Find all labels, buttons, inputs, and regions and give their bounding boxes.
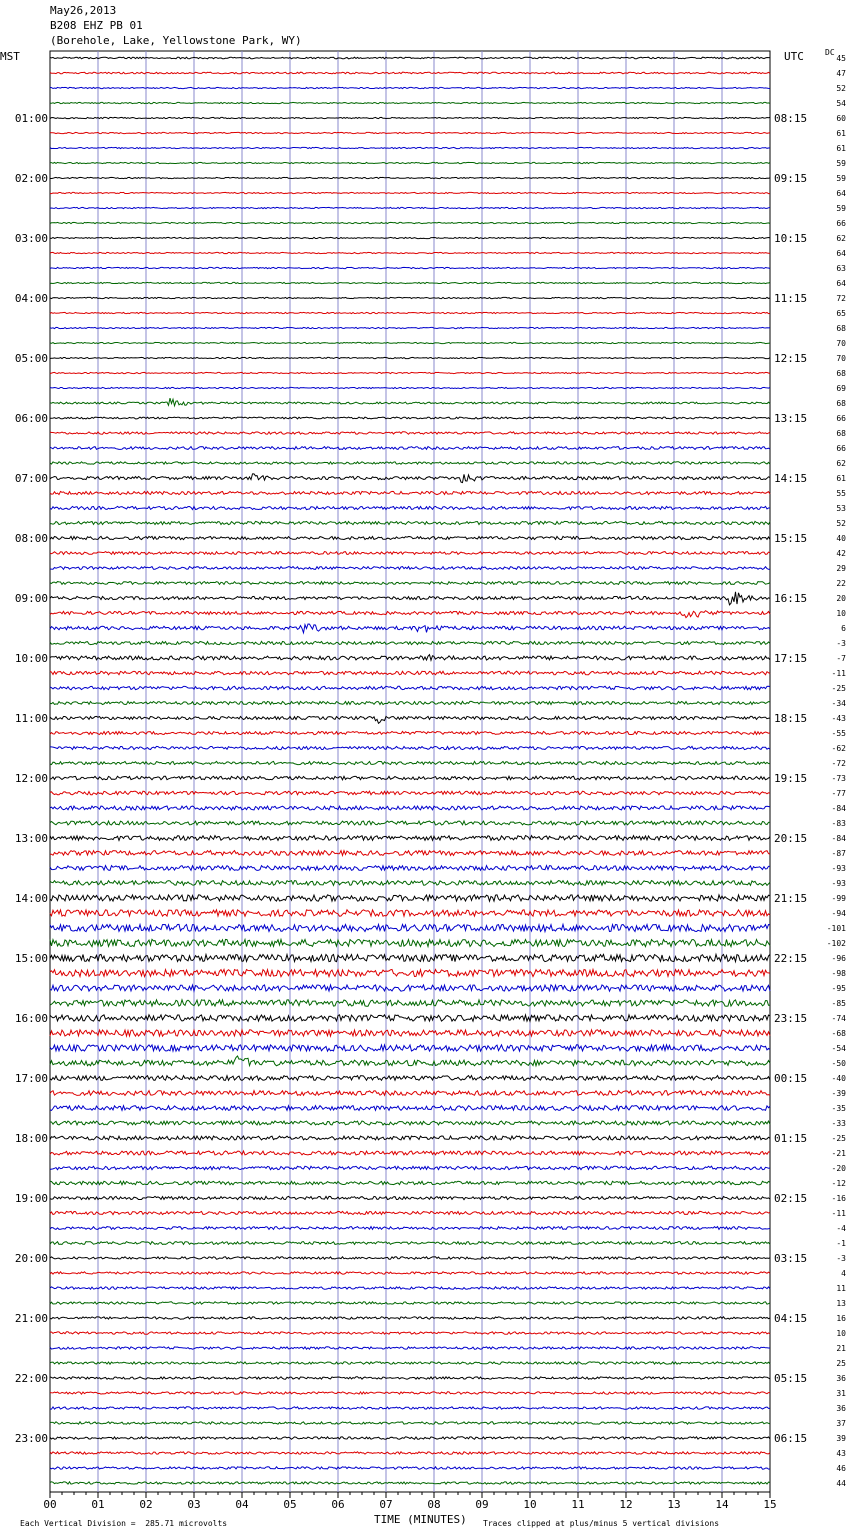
trace-line <box>50 910 770 916</box>
dc-offset-label: 42 <box>836 549 846 558</box>
utc-hour-label: 22:15 <box>774 952 808 965</box>
station-location: (Borehole, Lake, Yellowstone Park, WY) <box>50 34 302 47</box>
trace-line <box>50 1347 770 1349</box>
dc-offset-label: -102 <box>826 939 846 948</box>
x-tick-label: 15 <box>763 1498 777 1511</box>
x-axis-label: TIME (MINUTES) <box>374 1513 467 1526</box>
plot-frame <box>50 51 770 1492</box>
x-tick-label: 02 <box>139 1498 153 1511</box>
dc-offset-label: -96 <box>831 954 846 963</box>
trace-line <box>50 342 770 343</box>
right-timezone-label: UTC <box>784 50 804 63</box>
dc-offset-label: 62 <box>836 459 846 468</box>
mst-hour-label: 23:00 <box>14 1432 48 1445</box>
dc-offset-label: 13 <box>836 1299 846 1308</box>
trace-line <box>50 432 770 434</box>
dc-offset-label: -12 <box>831 1179 846 1188</box>
utc-hour-label: 05:15 <box>774 1372 808 1385</box>
station-id: B208 EHZ PB 01 <box>50 19 143 32</box>
dc-offset-label: 52 <box>836 84 846 93</box>
trace-line <box>50 592 770 605</box>
trace-line <box>50 491 770 494</box>
dc-offset-label: 70 <box>836 354 846 363</box>
trace-line <box>50 836 770 841</box>
trace-line <box>50 969 770 976</box>
x-tick-label: 13 <box>667 1498 681 1511</box>
utc-hour-label: 18:15 <box>774 712 808 725</box>
dc-offset-label: 55 <box>836 489 846 498</box>
dc-offset-label: -93 <box>831 879 846 888</box>
dc-offset-label: 11 <box>836 1284 846 1293</box>
mst-hour-label: 02:00 <box>14 172 48 185</box>
dc-offset-label: -25 <box>831 684 846 693</box>
trace-line <box>50 372 770 373</box>
mst-hour-label: 07:00 <box>14 472 48 485</box>
dc-offset-label: -40 <box>831 1074 846 1083</box>
utc-hour-label: 10:15 <box>774 232 808 245</box>
dc-offset-label: -84 <box>831 804 846 813</box>
dc-offset-label: 61 <box>836 129 846 138</box>
trace-line <box>50 1437 770 1439</box>
trace-line <box>50 1030 770 1036</box>
dc-offset-label: -98 <box>831 969 846 978</box>
dc-offset-label: 20 <box>836 594 846 603</box>
dc-offset-label: 46 <box>836 1464 846 1473</box>
trace-line <box>50 1121 770 1125</box>
mst-hour-label: 17:00 <box>14 1072 48 1085</box>
dc-offset-label: 44 <box>836 1479 846 1488</box>
trace-line <box>50 506 770 509</box>
mst-hour-label: 16:00 <box>14 1012 48 1025</box>
trace-line <box>50 761 770 764</box>
x-tick-label: 06 <box>331 1498 345 1511</box>
trace-line <box>50 267 770 268</box>
dc-offset-label: -20 <box>831 1164 846 1173</box>
trace-line <box>50 1317 770 1319</box>
dc-offset-label: -85 <box>831 999 846 1008</box>
trace-line <box>50 1287 770 1289</box>
utc-hour-label: 03:15 <box>774 1252 808 1265</box>
trace-line <box>50 387 770 388</box>
trace-line <box>50 177 770 178</box>
dc-offset-label: 68 <box>836 399 846 408</box>
trace-line <box>50 72 770 74</box>
dc-offset-label: 39 <box>836 1434 846 1443</box>
dc-offset-label: -101 <box>826 924 846 933</box>
utc-hour-label: 08:15 <box>774 112 808 125</box>
trace-line <box>50 1302 770 1304</box>
dc-offset-label: -11 <box>831 669 846 678</box>
trace-line <box>50 147 770 148</box>
x-tick-label: 04 <box>235 1498 249 1511</box>
trace-line <box>50 1227 770 1230</box>
dc-offset-label: 66 <box>836 444 846 453</box>
dc-offset-label: -3 <box>836 1254 846 1263</box>
dc-offset-label: -1 <box>836 1239 846 1248</box>
mst-hour-label: 19:00 <box>14 1192 48 1205</box>
mst-hour-label: 01:00 <box>14 112 48 125</box>
trace-line <box>50 701 770 704</box>
mst-hour-label: 22:00 <box>14 1372 48 1385</box>
dc-offset-label: -55 <box>831 729 846 738</box>
trace-line <box>50 1015 770 1021</box>
dc-offset-label: -16 <box>831 1194 846 1203</box>
trace-line <box>50 791 770 795</box>
utc-hour-label: 06:15 <box>774 1432 808 1445</box>
mst-hour-label: 09:00 <box>14 592 48 605</box>
utc-hour-label: 20:15 <box>774 832 808 845</box>
mst-hour-label: 04:00 <box>14 292 48 305</box>
trace-line <box>50 552 770 555</box>
trace-line <box>50 1242 770 1245</box>
trace-line <box>50 582 770 585</box>
utc-hour-label: 21:15 <box>774 892 808 905</box>
trace-line <box>50 117 770 118</box>
dc-offset-label: 16 <box>836 1314 846 1323</box>
utc-hour-label: 16:15 <box>774 592 808 605</box>
trace-line <box>50 57 770 59</box>
dc-offset-label: -11 <box>831 1209 846 1218</box>
dc-offset-label: 63 <box>836 264 846 273</box>
x-tick-label: 14 <box>715 1498 729 1511</box>
dc-offset-label: 31 <box>836 1389 846 1398</box>
trace-line <box>50 1196 770 1199</box>
trace-line <box>50 686 770 690</box>
trace-line <box>50 939 770 946</box>
trace-line <box>50 716 770 723</box>
mst-hour-label: 13:00 <box>14 832 48 845</box>
trace-line <box>50 312 770 313</box>
dc-offset-label: 36 <box>836 1374 846 1383</box>
trace-line <box>50 282 770 283</box>
dc-offset-label: 36 <box>836 1404 846 1413</box>
mst-hour-label: 15:00 <box>14 952 48 965</box>
utc-hour-label: 17:15 <box>774 652 808 665</box>
trace-line <box>50 474 770 483</box>
trace-line <box>50 462 770 464</box>
mst-hour-label: 10:00 <box>14 652 48 665</box>
trace-line <box>50 132 770 133</box>
trace-line <box>50 1407 770 1409</box>
dc-offset-label: -25 <box>831 1134 846 1143</box>
dc-offset-label: -73 <box>831 774 846 783</box>
trace-line <box>50 1166 770 1170</box>
dc-offset-label: -54 <box>831 1044 846 1053</box>
mst-hour-label: 06:00 <box>14 412 48 425</box>
trace-line <box>50 866 770 871</box>
utc-hour-label: 14:15 <box>774 472 808 485</box>
dc-offset-label: 61 <box>836 144 846 153</box>
trace-line <box>50 1136 770 1140</box>
dc-offset-label: 66 <box>836 414 846 423</box>
dc-offset-label: 52 <box>836 519 846 528</box>
mst-hour-label: 12:00 <box>14 772 48 785</box>
trace-line <box>50 447 770 450</box>
trace-line <box>50 1181 770 1185</box>
clip-note: Traces clipped at plus/minus 5 vertical divisions <box>483 1519 720 1528</box>
dc-offset-label: -84 <box>831 834 846 843</box>
dc-offset-label: -34 <box>831 699 846 708</box>
dc-offset-label: 59 <box>836 174 846 183</box>
utc-hour-label: 19:15 <box>774 772 808 785</box>
dc-offset-label: 6 <box>841 624 846 633</box>
dc-offset-label: 61 <box>836 474 846 483</box>
mst-hour-label: 11:00 <box>14 712 48 725</box>
dc-offset-label: -21 <box>831 1149 846 1158</box>
trace-line <box>50 655 770 661</box>
x-tick-label: 09 <box>475 1498 489 1511</box>
dc-offset-label: -35 <box>831 1104 846 1113</box>
x-tick-label: 00 <box>43 1498 57 1511</box>
dc-offset-label: 43 <box>836 1449 846 1458</box>
utc-hour-label: 04:15 <box>774 1312 808 1325</box>
dc-offset-label: -68 <box>831 1029 846 1038</box>
dc-offset-label: 40 <box>836 534 846 543</box>
utc-hour-label: 02:15 <box>774 1192 808 1205</box>
trace-line <box>50 252 770 253</box>
mst-hour-label: 03:00 <box>14 232 48 245</box>
utc-hour-label: 23:15 <box>774 1012 808 1025</box>
utc-hour-label: 00:15 <box>774 1072 808 1085</box>
trace-line <box>50 1422 770 1424</box>
mst-hour-label: 05:00 <box>14 352 48 365</box>
trace-line <box>50 521 770 524</box>
trace-line <box>50 731 770 734</box>
trace-line <box>50 1392 770 1394</box>
trace-line <box>50 1076 770 1081</box>
utc-hour-label: 12:15 <box>774 352 808 365</box>
trace-line <box>50 327 770 328</box>
dc-offset-label: -33 <box>831 1119 846 1128</box>
dc-offset-label: 10 <box>836 1329 846 1338</box>
trace-line <box>50 1482 770 1484</box>
dc-offset-label: 72 <box>836 294 846 303</box>
trace-line <box>50 207 770 208</box>
trace-line <box>50 806 770 810</box>
trace-line <box>50 1045 770 1051</box>
trace-line <box>50 1452 770 1454</box>
dc-offset-label: -39 <box>831 1089 846 1098</box>
dc-offset-label: 53 <box>836 504 846 513</box>
trace-line <box>50 1272 770 1274</box>
trace-line <box>50 611 770 618</box>
trace-line <box>50 398 770 406</box>
dc-offset-label: 68 <box>836 429 846 438</box>
trace-line <box>50 641 770 644</box>
trace-line <box>50 357 770 358</box>
x-tick-label: 07 <box>379 1498 393 1511</box>
dc-header-label: DC <box>825 48 835 57</box>
dc-offset-label: -72 <box>831 759 846 768</box>
dc-offset-label: -87 <box>831 849 846 858</box>
trace-line <box>50 746 770 749</box>
utc-hour-label: 13:15 <box>774 412 808 425</box>
dc-offset-label: 29 <box>836 564 846 573</box>
x-tick-label: 08 <box>427 1498 441 1511</box>
dc-offset-label: 21 <box>836 1344 846 1353</box>
dc-offset-label: 64 <box>836 249 846 258</box>
trace-line <box>50 895 770 901</box>
dc-offset-label: 60 <box>836 114 846 123</box>
dc-offset-label: 37 <box>836 1419 846 1428</box>
trace-line <box>50 237 770 238</box>
dc-offset-label: -3 <box>836 639 846 648</box>
dc-offset-label: -94 <box>831 909 846 918</box>
trace-line <box>50 162 770 163</box>
trace-line <box>50 1091 770 1096</box>
mst-hour-label: 18:00 <box>14 1132 48 1145</box>
trace-line <box>50 1211 770 1214</box>
dc-offset-label: -50 <box>831 1059 846 1068</box>
dc-offset-label: -74 <box>831 1014 846 1023</box>
trace-line <box>50 924 770 931</box>
x-tick-label: 01 <box>91 1498 105 1511</box>
dc-offset-label: 68 <box>836 324 846 333</box>
trace-line <box>50 954 770 961</box>
trace-line <box>50 567 770 570</box>
trace-line <box>50 1377 770 1379</box>
mst-hour-label: 21:00 <box>14 1312 48 1325</box>
trace-line <box>50 1056 770 1066</box>
trace-line <box>50 1362 770 1364</box>
dc-offset-label: -7 <box>836 654 846 663</box>
dc-offset-label: 65 <box>836 309 846 318</box>
trace-line <box>50 881 770 886</box>
dc-offset-label: -95 <box>831 984 846 993</box>
trace-line <box>50 417 770 419</box>
dc-offset-label: 69 <box>836 384 846 393</box>
mst-hour-label: 20:00 <box>14 1252 48 1265</box>
mst-hour-label: 08:00 <box>14 532 48 545</box>
plot-date: May26,2013 <box>50 4 117 17</box>
dc-offset-label: 4 <box>841 1269 846 1278</box>
dc-offset-label: 45 <box>836 54 846 63</box>
dc-offset-label: 62 <box>836 234 846 243</box>
dc-offset-label: 22 <box>836 579 846 588</box>
dc-offset-label: 64 <box>836 189 846 198</box>
dc-offset-label: -99 <box>831 894 846 903</box>
trace-line <box>50 1151 770 1155</box>
x-tick-label: 10 <box>523 1498 537 1511</box>
trace-line <box>50 102 770 103</box>
dc-offset-label: -4 <box>836 1224 846 1233</box>
dc-offset-label: 66 <box>836 219 846 228</box>
x-tick-label: 12 <box>619 1498 633 1511</box>
trace-line <box>50 536 770 539</box>
dc-offset-label: 25 <box>836 1359 846 1368</box>
x-tick-label: 05 <box>283 1498 297 1511</box>
trace-line <box>50 222 770 223</box>
dc-offset-label: -83 <box>831 819 846 828</box>
mst-hour-label: 14:00 <box>14 892 48 905</box>
trace-line <box>50 87 770 88</box>
dc-offset-label: 68 <box>836 369 846 378</box>
dc-offset-label: -93 <box>831 864 846 873</box>
trace-line <box>50 985 770 991</box>
trace-line <box>50 851 770 856</box>
trace-line <box>50 671 770 675</box>
dc-offset-label: 70 <box>836 339 846 348</box>
utc-hour-label: 09:15 <box>774 172 808 185</box>
trace-line <box>50 1106 770 1111</box>
dc-offset-label: 64 <box>836 279 846 288</box>
trace-line <box>50 192 770 193</box>
x-tick-label: 03 <box>187 1498 201 1511</box>
dc-offset-label: 59 <box>836 159 846 168</box>
trace-line <box>50 821 770 825</box>
utc-hour-label: 11:15 <box>774 292 808 305</box>
trace-line <box>50 297 770 298</box>
dc-offset-label: -77 <box>831 789 846 798</box>
trace-line <box>50 776 770 780</box>
trace-line <box>50 1332 770 1334</box>
trace-line <box>50 624 770 633</box>
trace-line <box>50 1000 770 1006</box>
trace-line <box>50 1257 770 1259</box>
trace-line <box>50 1467 770 1469</box>
scale-note: Each Vertical Division = 285.71 microvolts <box>20 1519 228 1528</box>
dc-offset-label: 54 <box>836 99 846 108</box>
utc-hour-label: 15:15 <box>774 532 808 545</box>
dc-offset-label: -62 <box>831 744 846 753</box>
utc-hour-label: 01:15 <box>774 1132 808 1145</box>
dc-offset-label: -43 <box>831 714 846 723</box>
left-timezone-label: MST <box>0 50 20 63</box>
dc-offset-label: 10 <box>836 609 846 618</box>
dc-offset-label: 59 <box>836 204 846 213</box>
dc-offset-label: 47 <box>836 69 846 78</box>
x-tick-label: 11 <box>571 1498 585 1511</box>
